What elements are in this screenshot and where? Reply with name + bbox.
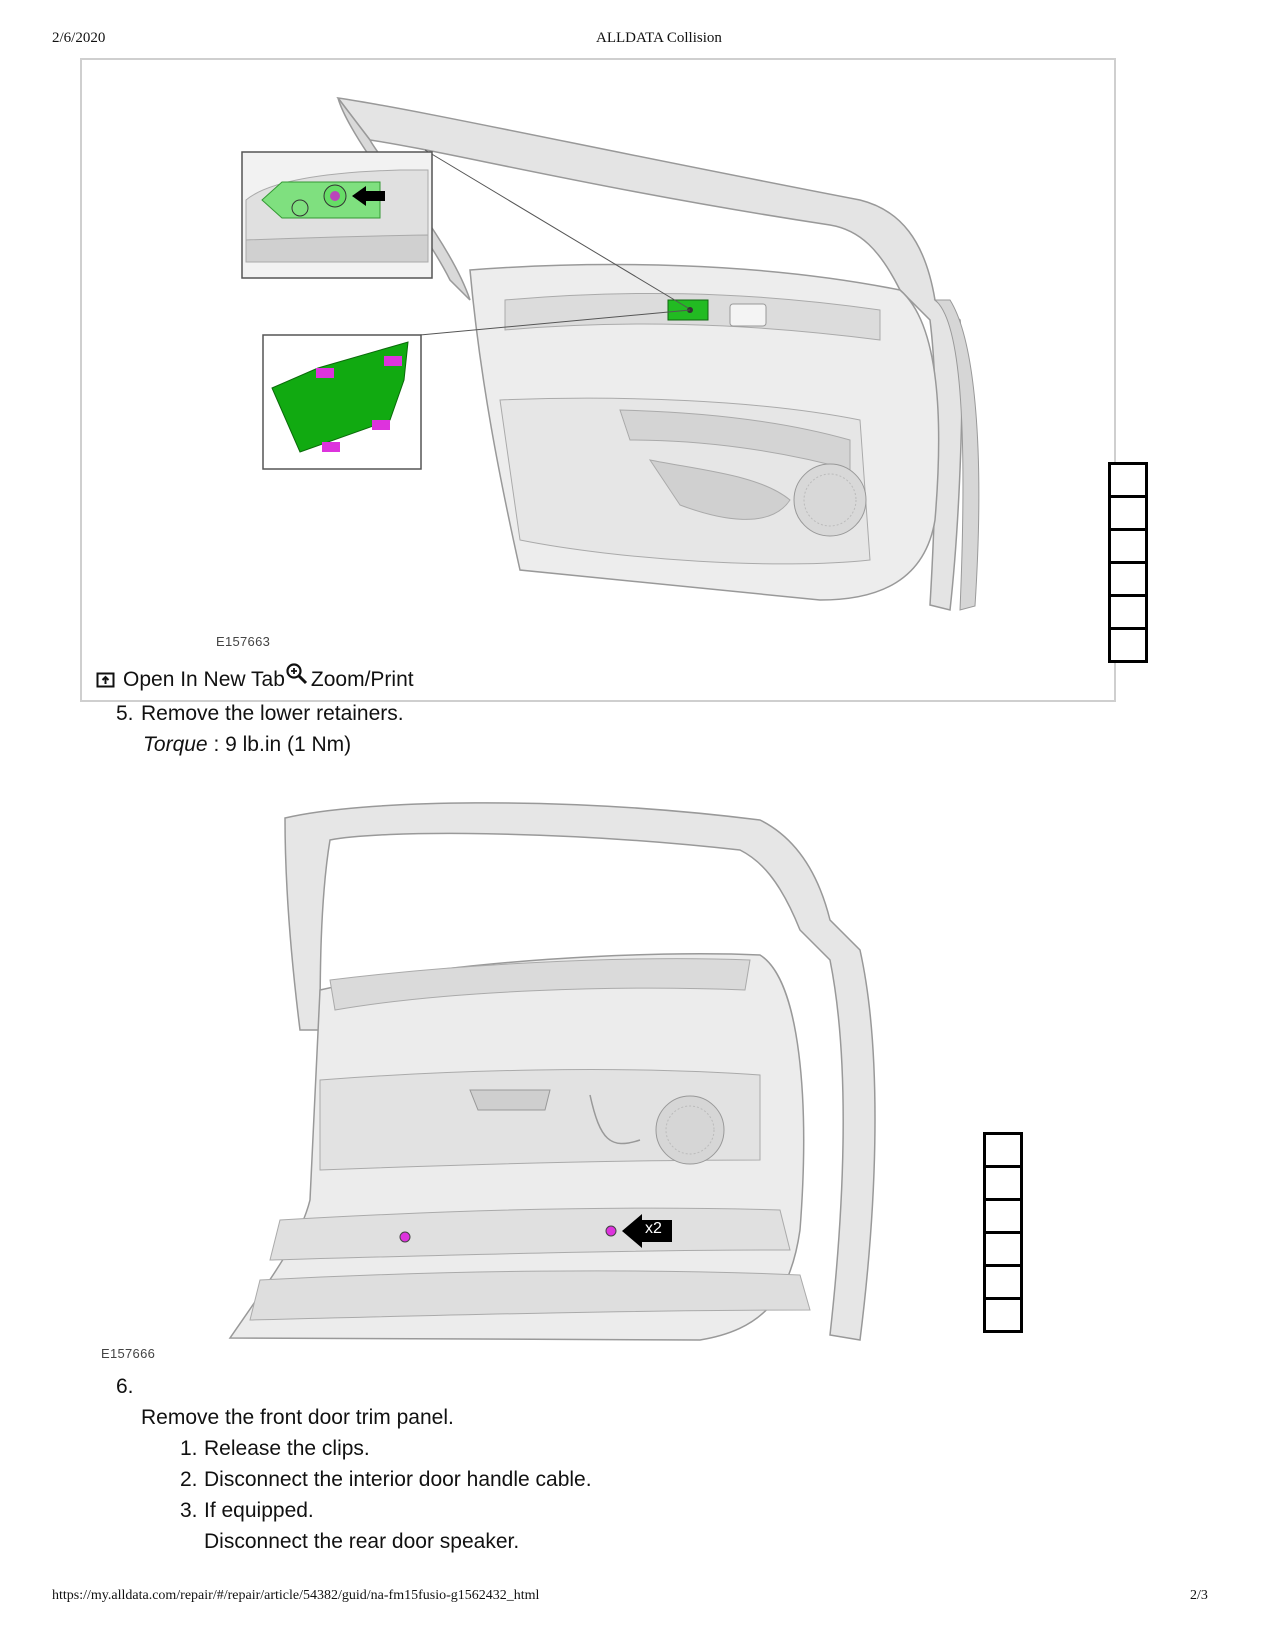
signoff-box[interactable] [983,1132,1023,1168]
signoff-boxes-2 [983,1132,1023,1333]
signoff-box[interactable] [983,1198,1023,1234]
substep-2-number: 2. [180,1468,198,1491]
substep-3-number: 3. [180,1499,198,1522]
substep-1-text: Release the clips. [204,1437,370,1460]
substep-3-note: Disconnect the rear door speaker. [204,1530,520,1553]
x2-callout-label: x2 [645,1220,662,1237]
open-in-new-tab-label: Open In New Tab [123,668,285,691]
substep-2-text: Disconnect the interior door handle cable. [204,1468,592,1491]
signoff-box[interactable] [983,1297,1023,1333]
print-title: ALLDATA Collision [596,30,722,46]
footer-page-number: 2/3 [1190,1588,1208,1603]
substep-1-number: 1. [180,1437,198,1460]
signoff-box[interactable] [983,1231,1023,1267]
step-5-number: 5. [116,702,134,725]
lower-retainer-clip [606,1226,616,1236]
footer-url[interactable]: https://my.alldata.com/repair/#/repair/article/54382/guid/na-fm15fusio-g1562432_html [52,1588,540,1603]
step-6-number: 6. [116,1375,134,1398]
print-date: 2/6/2020 [52,30,106,46]
signoff-box[interactable] [983,1165,1023,1201]
substep-3-text: If equipped. [204,1499,314,1522]
lower-retainer-clip [400,1232,410,1242]
figure-1-code: E157663 [216,634,271,649]
torque-label: Torque [143,733,208,756]
zoom-print-label: Zoom/Print [310,668,414,691]
step-6-text: Remove the front door trim panel. [141,1406,454,1429]
torque-value: : 9 lb.in (1 Nm) [207,733,352,756]
signoff-box[interactable] [983,1264,1023,1300]
figure-2-code: E157666 [101,1346,156,1361]
step-5-text: Remove the lower retainers. [141,702,404,725]
